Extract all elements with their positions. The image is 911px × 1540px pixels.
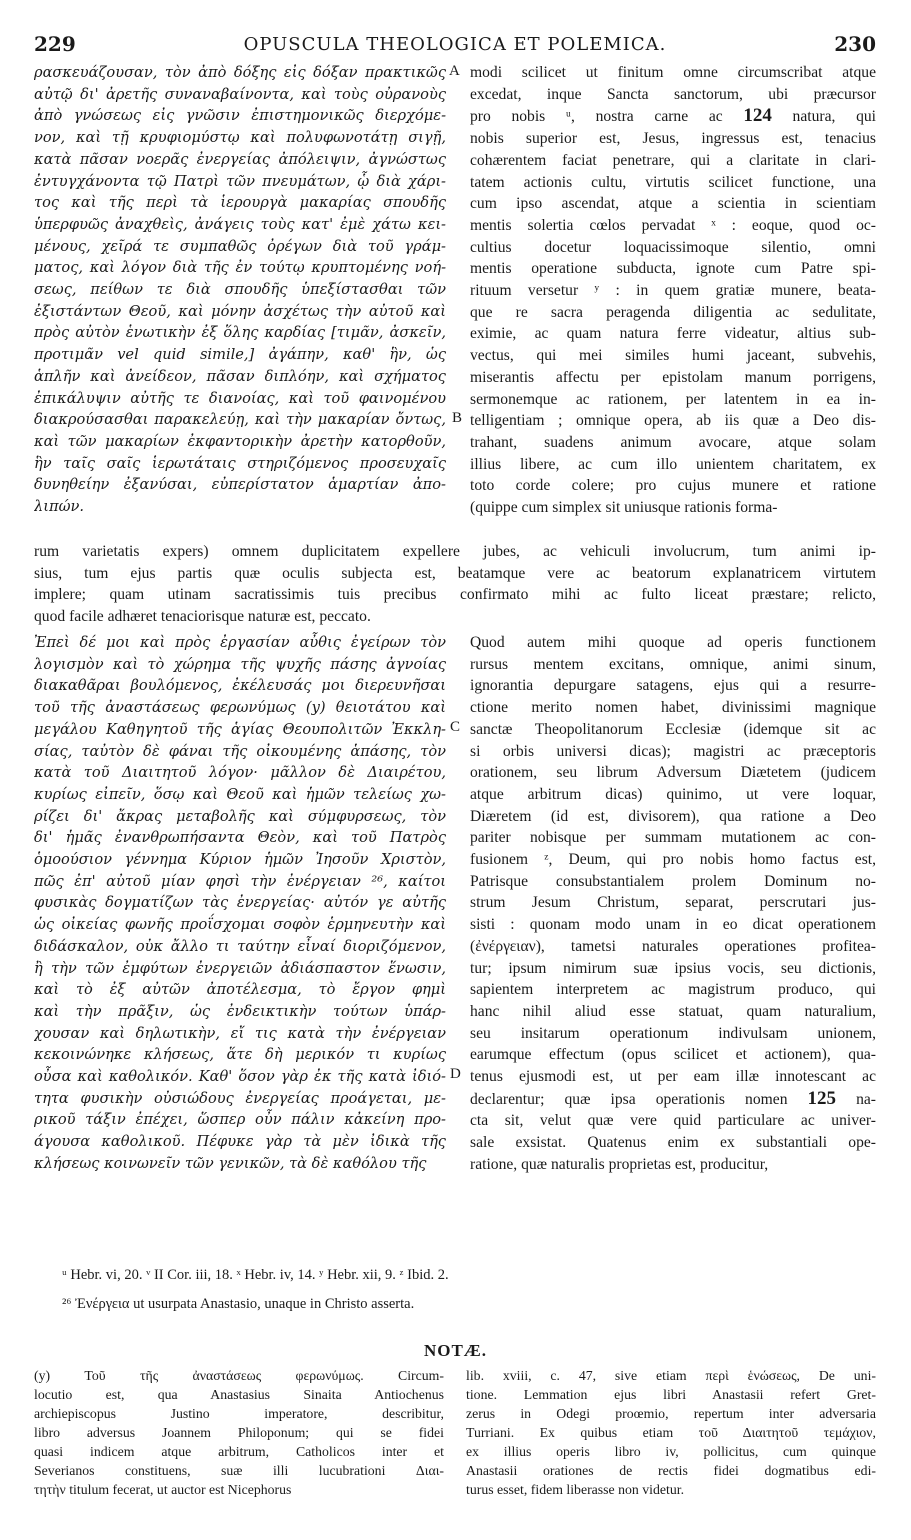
greek-line: πῶς ἐπ' αὐτοῦ μίαν φησὶ τὴν ἐνέργειαν ²⁶, καίτοι [34,872,446,890]
latin-line: trahant, suadens animum avocare, atque solam [470,433,876,451]
greek-line: ὑπερφυῶς ἀναχθεὶς, ἀνάγεις τοὺς κατ' ἐμὲ χάτω κει- [34,215,446,233]
latin-line: hanc nihil aliud esse statuat, quam naturalium, [470,1002,876,1020]
greek-line: ἁπλῆν καὶ ἀνείδεον, πᾶσαν διπλόην, καὶ σχήματος [34,367,446,385]
latin-line: atque arbitrum dicas) quinimo, ut vere loquar, [470,785,876,803]
note-line: lib. xviii, c. 47, sive etiam περὶ ἑνώσεως, De uni- [466,1368,876,1383]
latin-line: nobis superior est, Jesus, ingressus est, tenacius [470,130,876,148]
latin-line: (ἐνέργειαν), tametsi naturales operationes profitea- [470,937,876,955]
greek-line: αὐτῷ δι' ἀρετῆς συναναβαίνοντα, καὶ τοὺς οὐρανοὺς [34,85,446,103]
notes-left-column [34,1366,444,1499]
margin-marker-c: C [450,719,461,735]
inline-page-number: 125 [807,1087,837,1109]
greek-line: ἣν ταῖς σαῖς ἱερωτάταις στηριζόμενος προσευχαῖς [34,454,446,472]
latin-line: cta sit, velut quæ vere quid particulare ac univer- [470,1112,876,1130]
latin-line: tur; ipsum nimirum suæ ipsius vocis, seu dictionis, [470,959,876,977]
latin-line: rum varietatis expers) omnem duplicitatem expellere jubes, ac vehiculi involucrum, tum animi ip- [34,543,876,560]
latin-line: rituum versetur ʸ : in quem gratiæ munere, beata- [470,282,876,300]
greek-line: μεγάλου Καθηγητοῦ τῆς ἁγίας Θεουπολιτῶν Ἐκκλη- [34,720,446,738]
greek-line: τος καὶ τῆς περὶ τὰ ἱερουργὰ μακαρίας σπουδῆς [34,194,446,212]
latin-line: Quod autem mihi quoque ad operis functionem [470,634,876,651]
greek-column-block2 [34,632,446,1175]
latin-column-block2 [470,632,876,1176]
greek-line: ἐξιστάντων Θεοῦ, καὶ μόνην ἀσχέτως τὴν αὐτοῦ καὶ [34,302,446,320]
greek-line: κατὰ πᾶσαν νοερᾶς ἐνεργείας ἀπόλειψιν, ἀγνώστως [34,150,446,168]
latin-line: sius, tum ejus partis quæ oculis subjecta est, beatamque vere ac beatorum explanatricem virtutem [34,564,876,582]
greek-line: κατὰ τοῦ Διαιτητοῦ λόγον· μᾶλλον δὲ Διαιρέτου, [34,764,446,782]
greek-line: κλήσεως κοινωνεῖν τῶν γενικῶν, τὰ δὲ καθόλου τῆς [34,1154,427,1172]
latin-line: implere; quam utinam sacratissimis tuis precibus confirmato mihi ac fulto liceat præstare; relicto, [34,586,876,604]
scripture-references: ᵘ Hebr. vi, 20. ᵛ II Cor. iii, 18. ˣ Hebr. iv, 14. ʸ Hebr. xii, 9. ᶻ Ibid. 2. [62,1267,449,1283]
latin-line: sanctæ Theopolitanorum Ecclesiæ (idemque sit ac [470,720,876,738]
latin-line: Diæretem (id est, divisorem), qua ratione a Deo [470,807,876,825]
latin-line: ratione, quæ naturalis proprietas est, producitur, [470,1155,769,1173]
greek-line: ἢ τὴν τῶν ἐμφύτων ἐνεργειῶν ἀδιάσπαστον ἕνωσιν, [34,959,446,977]
latin-full-width-block1 [34,541,876,628]
page-number-right: 230 [834,32,876,56]
greek-line: άγουσα καθολικοῦ. Πέφυκε γὰρ τὰ μὲν ἰδικὰ τῆς [34,1133,446,1151]
latin-line: mentis solertia cœlos pervadat ˣ : eoque, quod oc- [470,216,876,234]
latin-line: vectus, qui mei similes humi jaceant, subvehis, [470,347,876,365]
greek-column-block1 [34,62,446,518]
greek-line: καὶ τὴν πρᾶξιν, ὡς ἐνδεικτικὴν τούτων ὑπάρ- [34,1002,446,1020]
latin-line: sermonemque ac rationem, per latentem in ea in- [470,390,876,408]
note-line: τητὴν titulum fecerat, ut auctor est Nicephorus [34,1482,292,1497]
note-line: Turriani. Ex quibus etiam τοῦ Διαιτητοῦ τεμάχιον, [466,1425,876,1440]
greek-line: φυσικὰς δογματίζων τὰς ἐνεργείας· αὐτόν γε αὐτῆς [34,894,446,912]
latin-line: cohærentem faciat penetrare, qui a claritate in clari- [470,151,876,169]
greek-line: διακαθᾶραι βουλόμενος, ἐκέλευσάς μοι διερευνῆσαι [34,677,446,695]
latin-line: seu insitarum operationum indivulsam unionem, [470,1024,876,1042]
greek-line: ρασκευάζουσαν, τὸν ἀπὸ δόξης εἰς δόξαν πρακτικῶς [34,64,446,81]
running-header [34,32,876,60]
latin-line: (quippe cum simplex sit uniusque rationis forma- [470,499,778,517]
latin-line: cultius docetur loquacissimoque silentio, omni [470,238,876,256]
greek-line: ρίζει δι' ἄκρας μεταβολῆς καὶ σύμφυρσεως, τὸν [34,807,446,825]
note-line: locutio est, qua Anastasius Sinaita Antiochenus [34,1387,444,1402]
note-line: zerus in Odegi proœmio, repertum inter adversaria [466,1406,876,1421]
latin-column-block1 [470,62,876,519]
inline-page-number: 124 [743,105,772,127]
note-line: turus esset, fidem liberasse non videtur. [466,1482,685,1497]
greek-line: κυρίως εἰπεῖν, ὅσῳ καὶ Θεοῦ καὶ ἡμῶν τελείως χω- [34,785,446,803]
greek-line: λιπών. [34,498,84,516]
greek-line: ἐντυγχάνοντα τῷ Πατρὶ τῶν πνευμάτων, ᾧ διὰ χάρι- [34,172,446,190]
latin-line: cum ipso ascendat, atque a scientia in scientiam [470,195,876,213]
latin-line: quod facile adhæret tenaciorisque naturæ est, peccato. [34,608,371,626]
greek-line: σίας, ταὐτὸν δὲ φάναι τῆς οἰκουμένης ἁπάσης, τὸν [34,742,446,760]
greek-line: καὶ τὸ ἐξ αὐτῶν ἀποτέλεσμα, τὸ ἔργον φημὶ [34,981,446,999]
latin-line: declarentur; quæ ipsa operationis nomen 125 na- [470,1087,876,1109]
latin-line: pro nobis ᵘ, nostra carne ac 124 natura, qui [470,105,876,127]
margin-marker-a: A [449,63,460,79]
greek-line: καὶ τῶν μακαρίων ἐκφαντορικὴν ἀρετὴν κατορθοῦν, [34,432,446,450]
latin-line: illius libere, ac cum illo unientem charitatem, ex [470,455,876,473]
greek-line: ὡς οἰκείας φωνῆς προΐσχομαι σοφὸν ἑρμηνευτὴν καὶ [34,916,446,934]
greek-line: προτιμᾶν vel quid simile,] ἀγάπην, καθ' ἣν, ὡς [34,346,446,364]
latin-line: sapientem interpretem ac magistrum produco, qui [470,981,876,999]
greek-line: νον, καὶ τῇ κρυφιομύστῳ καὶ πολυφωνοτάτῃ σιγῇ, [34,129,446,147]
latin-line: Patrisque consubstantialem prolem Dominum no- [470,872,876,890]
latin-line: mentis operatione subducta, ignote cum Patre spi- [470,260,876,278]
greek-line: σεως, πείθων τε διὰ σπουδῆς ὑπεξίστασθαι τῶν [34,281,446,299]
latin-line: toto corde colere; pro cujus munere et ratione [470,477,876,495]
greek-line: κεκοινώνηκε κλήσεως, ἅτε δὴ μερικόν τι κυρίως [34,1046,446,1064]
greek-line: διδάσκαλον, οὐκ ἄλλο τι ταύτην εἶναί διοριζόμενον, [34,937,446,955]
notes-right-column [466,1366,876,1499]
running-title: OPUSCULA THEOLOGICA ET POLEMICA. [243,34,667,55]
latin-line: pariter nobisque per summam mutationem ac con- [470,829,876,847]
note-line: Severianos constituens, suæ illi lucubrationi Διαι- [34,1463,444,1478]
greek-line: ὁμοούσιον γέννημα Κύριον ἡμῶν Ἰησοῦν Χριστὸν, [34,851,446,869]
latin-line: telligentiam ; omnique opera, ab iis quæ a Deo dis- [470,412,876,430]
greek-line: δυνηθείην ἐξανύσαι, εὐπερίστατον ἁμαρτίαν ἀπο- [34,476,446,494]
greek-line: πρὸς αὐτὸν ἑνωτικὴν ἐξ ὅλης καρδίας [τιμᾶν, ἀσκεῖν, [34,324,446,342]
latin-line: miserantis affectu per epistolam manum porrigens, [470,368,876,386]
latin-line: fusionem ᶻ, Deum, qui pro nobis homo factus est, [470,851,876,869]
latin-line: eximie, ac quam natura ferre videatur, altius sub- [470,325,876,343]
greek-line: οὖσα καὶ καθολικόν. Καθ' ὅσον γὰρ ἐκ τῆς κατὰ ἰδιό- [34,1068,446,1086]
greek-line: διακρούσασθαι παρακελεύῃ, καὶ τὴν μακαρίαν ὄντως, [34,411,446,429]
latin-line: rursus mentem excitans, omnique, animi sinum, [470,655,876,673]
notae-heading: NOTÆ. [423,1341,488,1360]
margin-marker-d: D [450,1066,461,1082]
note-line: quasi indicem atque arbitrum, Catholicos inter et [34,1444,444,1459]
greek-line: ἀπὸ γνώσεως εἰς γνῶσιν ἐπιστημονικῶς διερχόμε- [34,107,446,125]
margin-marker-b: B [452,410,463,426]
greek-line: χουσαν καὶ δηλωτικὴν, εἴ τις κατὰ τὴν ἐνέργειαν [34,1024,446,1042]
latin-line: sisti : quonam modo unam in eo dicat operationem [470,916,876,934]
latin-line: ignorantia depurgare satagens, ejus qui a resurre- [470,677,876,695]
page-number-left: 229 [34,32,76,56]
latin-line: orationem, seu librum Adversum Diætetem (judicem [470,764,876,782]
greek-line: τοῦ τῆς ἀναστάσεως φερωνύμως (y) θειοτάτου καὶ [34,699,446,717]
latin-line: earumque effectum (opus scilicet et actionem), qua- [470,1046,876,1064]
greek-line: Ἐπεὶ δέ μοι καὶ πρὸς ἐργασίαν αὖθις ἐγείρων τὸν [34,634,446,651]
note-line: Anastasii orationes de rectis fidei dogmatibus edi- [466,1463,876,1478]
latin-line: tatem actionis cultu, virtutis scilicet functione, una [470,173,876,191]
greek-line: ματος, καὶ λόγον διὰ τῆς ἐν τούτῳ κρυπτομένης νοή- [34,259,446,277]
footnotes [34,1265,876,1315]
note-line: (y) Τοῦ τῆς ἀναστάσεως φερωνύμως. Circum- [34,1368,444,1383]
greek-line: ρικοῦ τάξιν ἐπέχει, ὥσπερ οὖν πάλιν κἀκείνη προ- [34,1111,446,1129]
footnote-26: ²⁶ Ἐνέργεια ut usurpata Anastasio, unaque in Christo asserta. [62,1296,415,1312]
greek-line: λογισμὸν καὶ τὸ χώρημα τῆς ψυχῆς πάσης ἀγνοίας [34,655,446,673]
note-line: ex illius operis libro iv, pollicitus, cum quinque [466,1444,876,1459]
latin-line: ctione merito nomen habet, divinissimi magnique [470,699,876,717]
note-line: tione. Lemmation ejus libri Anastasii refert Gret- [466,1387,876,1402]
greek-line: ἐπικάλυψιν αὐτῆς τε διανοίας, καὶ τοῦ φαινομένου [34,389,446,407]
latin-line: si orbis universi dicas); magistri ac præceptoris [470,742,876,760]
note-line: libro adversus Joannem Philoponum; qui se fidei [34,1425,444,1440]
latin-line: modi scilicet ut finitum omne circumscribat atque [470,64,876,81]
greek-line: τητα φυσικὴν οὐσιώδους ἐνεργείας προάγεται, με- [34,1089,446,1107]
latin-line: strum Jesum Christum, separat, perscrutari jus- [470,894,876,912]
greek-line: δι' ἡμᾶς ἐνανθρωπήσαντα Θεὸν, καὶ τοῦ Πατρὸς [34,829,446,847]
greek-line: μένους, χεῖρά τε συμπαθῶς ὀρέγων διὰ τοῦ γράμ- [34,237,446,255]
latin-line: excedat, inque Sancta sanctorum, ubi præcursor [470,85,876,103]
latin-line: sale exsistat. Quatenus enim ex substantiali ope- [470,1134,876,1152]
note-line: archiepiscopus Justino imperatore, describitur, [34,1406,444,1421]
latin-line: tenus ejusmodi est, ut per eam illæ innotescant ac [470,1068,876,1086]
latin-line: que re sacra peragenda diligentia ac sedulitate, [470,303,876,321]
